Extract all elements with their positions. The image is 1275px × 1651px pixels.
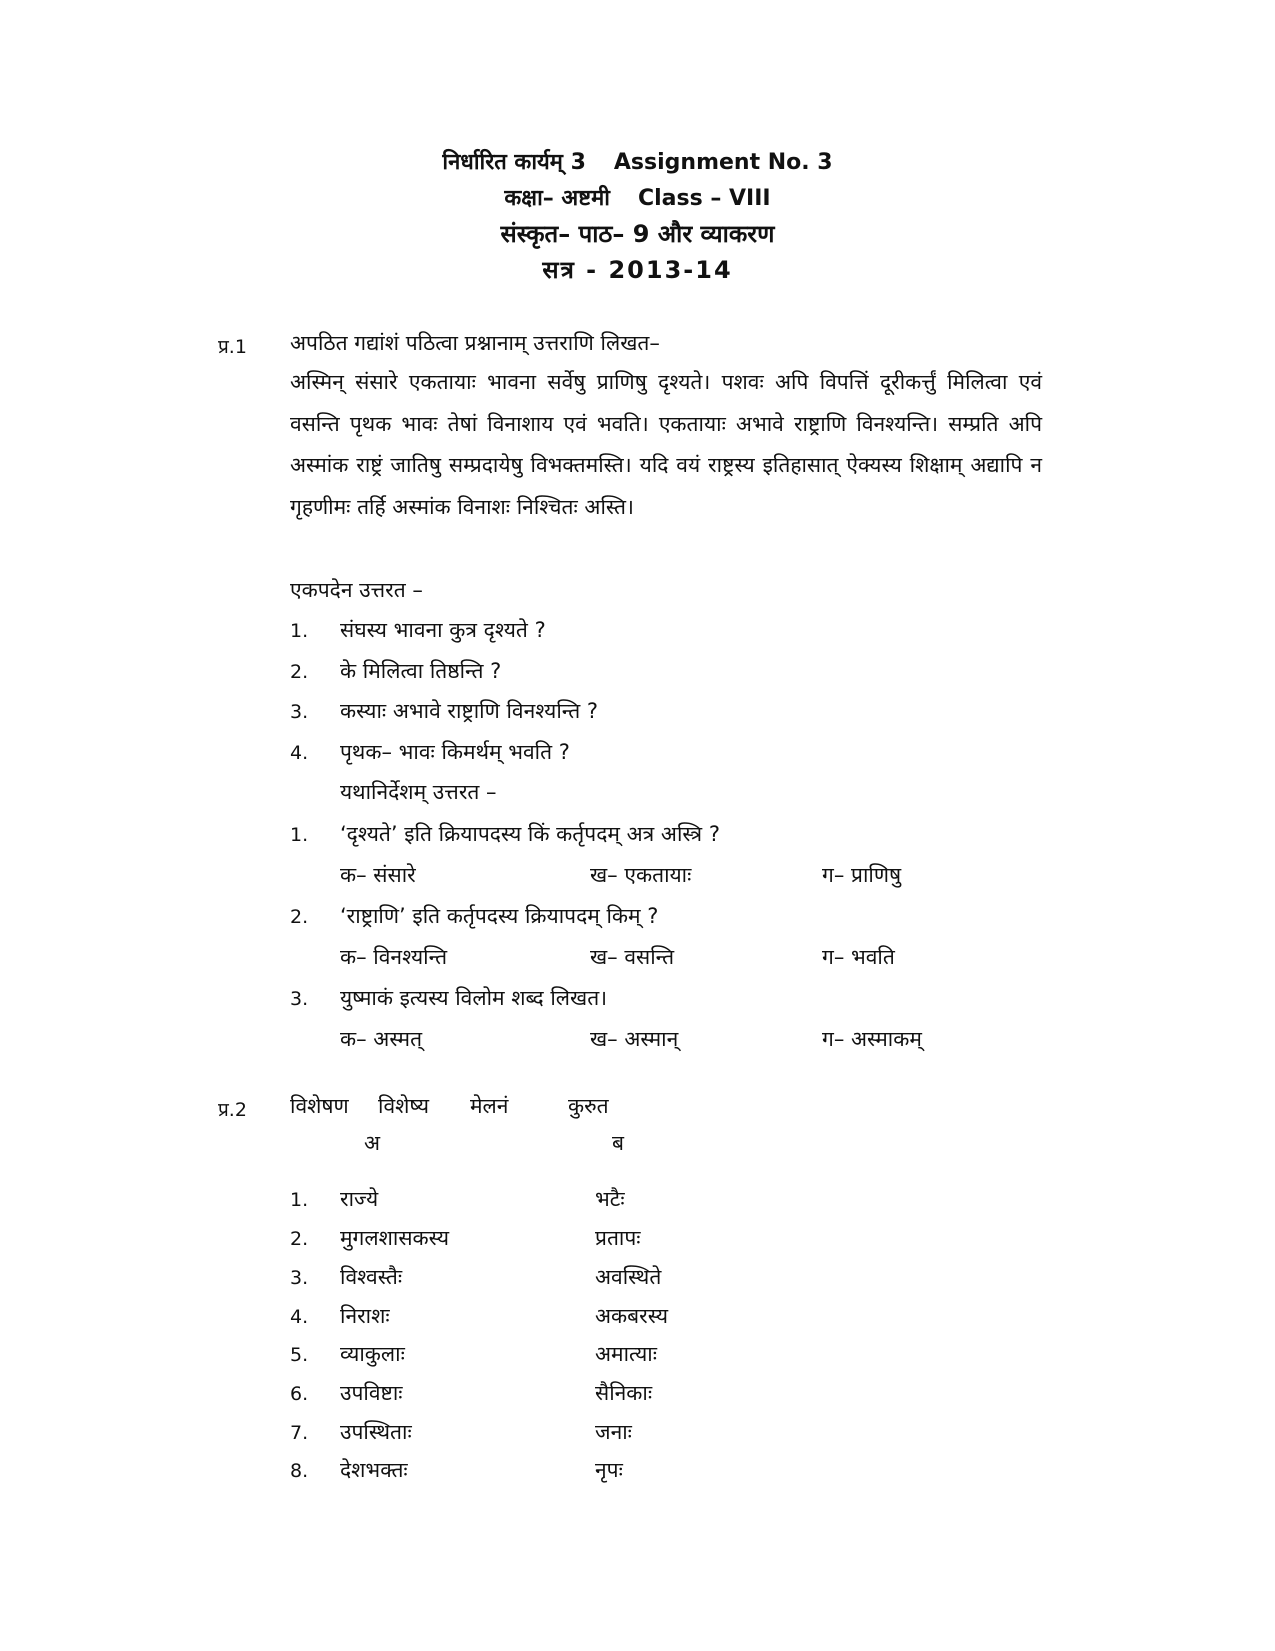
list-item-number: 1. [290, 620, 309, 642]
list-item: कस्याः अभावे राष्ट्राणि विनश्यन्ति ? [340, 699, 599, 723]
table-row-number: 5. [290, 1344, 309, 1366]
list-item: संघस्य भावना कुत्र दृश्यते ? [340, 618, 546, 642]
mcq-option: ग– अस्माकम् [822, 1027, 922, 1051]
mcq-option: क– विनश्यन्ति [340, 945, 448, 969]
mcq-option: ग– भवति [822, 945, 895, 969]
q2-instruction-word: कुरुत [568, 1094, 609, 1118]
table-cell-a: विश्वस्तैः [340, 1265, 403, 1289]
q2-instruction-word: मेलनं [470, 1094, 509, 1118]
header-subject: संस्कृत– पाठ– 9 और व्याकरण [500, 220, 775, 248]
list-item: पृथक– भावः किमर्थम् भवति ? [340, 740, 570, 764]
header-line-1 [0, 146, 1275, 176]
q1-yathanirdesham-heading: यथानिर्देशम् उत्तरत – [340, 780, 497, 804]
table-cell-b: अवस्थिते [595, 1265, 662, 1289]
list-item-number: 4. [290, 742, 309, 764]
table-cell-a: उपस्थिताः [340, 1420, 412, 1444]
table-cell-b: अकबरस्य [595, 1304, 669, 1328]
header-session: सत्र - 2013-14 [542, 256, 733, 284]
q1-instruction: अपठित गद्यांशं पठित्वा प्रश्नानाम् उत्तराणि लिखत– [290, 331, 660, 355]
table-row-number: 1. [290, 1189, 309, 1211]
mcq-option: ख– एकतायाः [590, 863, 692, 887]
q2-number: प्र.2 [218, 1099, 247, 1121]
q2-instruction-word: विशेषण [290, 1094, 349, 1118]
q1-passage: अस्मिन् संसारे एकतायाः भावना सर्वेषु प्राणिषु दृश्यते। पशवः अपि विपत्तिं दूरीकर्त्तुं मिलित्वा एवं वसन्ति पृथक भावः तेषां विनाशाय एवं भवति। एकतायाः अभावे राष्ट्राणि विनश्यन्ति। सम्प्रति अपि अस्मांक राष्ट्रं जातिषु सम्प्रदायेषु विभक्तमस्ति। यदि वयं राष्ट्रस्य इतिहासात् ऐक्यस्य शिक्षाम् अद्यापि न गृहणीमः तर्हि अस्मांक विनाशः निश्चितः अस्ति। [290, 370, 1042, 519]
q2-instruction-word: विशेष्य [378, 1094, 430, 1118]
list-item-number: 2. [290, 906, 309, 928]
list-item: ‘राष्ट्राणि’ इति कर्तृपदस्य क्रियापदम् किम् ? [340, 904, 659, 928]
table-cell-b: जनाः [595, 1420, 632, 1444]
mcq-option: ख– वसन्ति [590, 945, 675, 969]
mcq-option: क– अस्मत् [340, 1027, 423, 1051]
column-header-b: ब [612, 1131, 624, 1155]
list-item: के मिलित्वा तिष्ठन्ति ? [340, 659, 502, 683]
table-row-number: 4. [290, 1306, 309, 1328]
mcq-option: क– संसारे [340, 863, 416, 887]
list-item: ‘दृश्यते’ इति क्रियापदस्य किं कर्तृपदम् अत्र अस्त्रि ? [340, 822, 720, 846]
table-row-number: 2. [290, 1228, 309, 1250]
list-item-number: 3. [290, 701, 309, 723]
list-item: युष्माकं इत्यस्य विलोम शब्द लिखत। [340, 986, 608, 1010]
list-item-number: 1. [290, 824, 309, 846]
column-header-a: अ [364, 1131, 381, 1155]
table-cell-a: व्याकुलाः [340, 1342, 405, 1366]
table-cell-b: नृपः [595, 1458, 623, 1482]
mcq-option: ग– प्राणिषु [822, 863, 902, 887]
header-title-english: Assignment No. 3 [613, 150, 833, 175]
table-row-number: 3. [290, 1267, 309, 1289]
table-cell-b: प्रतापः [595, 1226, 641, 1250]
table-cell-b: भटैः [595, 1187, 625, 1211]
q1-number: प्र.1 [218, 336, 247, 358]
table-cell-b: सैनिकाः [595, 1381, 653, 1405]
list-item-number: 3. [290, 988, 309, 1010]
mcq-option: ख– अस्मान् [590, 1027, 679, 1051]
table-row-number: 6. [290, 1383, 309, 1405]
list-item-number: 2. [290, 661, 309, 683]
table-cell-a: मुगलशासकस्य [340, 1226, 450, 1250]
header-line-2 [0, 182, 1275, 212]
table-row-number: 7. [290, 1422, 309, 1444]
table-cell-a: राज्ये [340, 1187, 379, 1211]
table-cell-b: अमात्याः [595, 1342, 657, 1366]
table-cell-a: निराशः [340, 1304, 390, 1328]
table-row-number: 8. [290, 1460, 309, 1482]
header-title-hindi: निर्धारित कार्यम् 3 [442, 150, 586, 175]
header-class-english: Class – VIII [637, 186, 771, 211]
table-cell-a: उपविष्टाः [340, 1381, 403, 1405]
table-cell-a: देशभक्तः [340, 1458, 408, 1482]
header-class-hindi: कक्षा– अष्टमी [504, 186, 610, 211]
q1-ekapadena-heading: एकपदेन उत्तरत – [290, 578, 423, 602]
